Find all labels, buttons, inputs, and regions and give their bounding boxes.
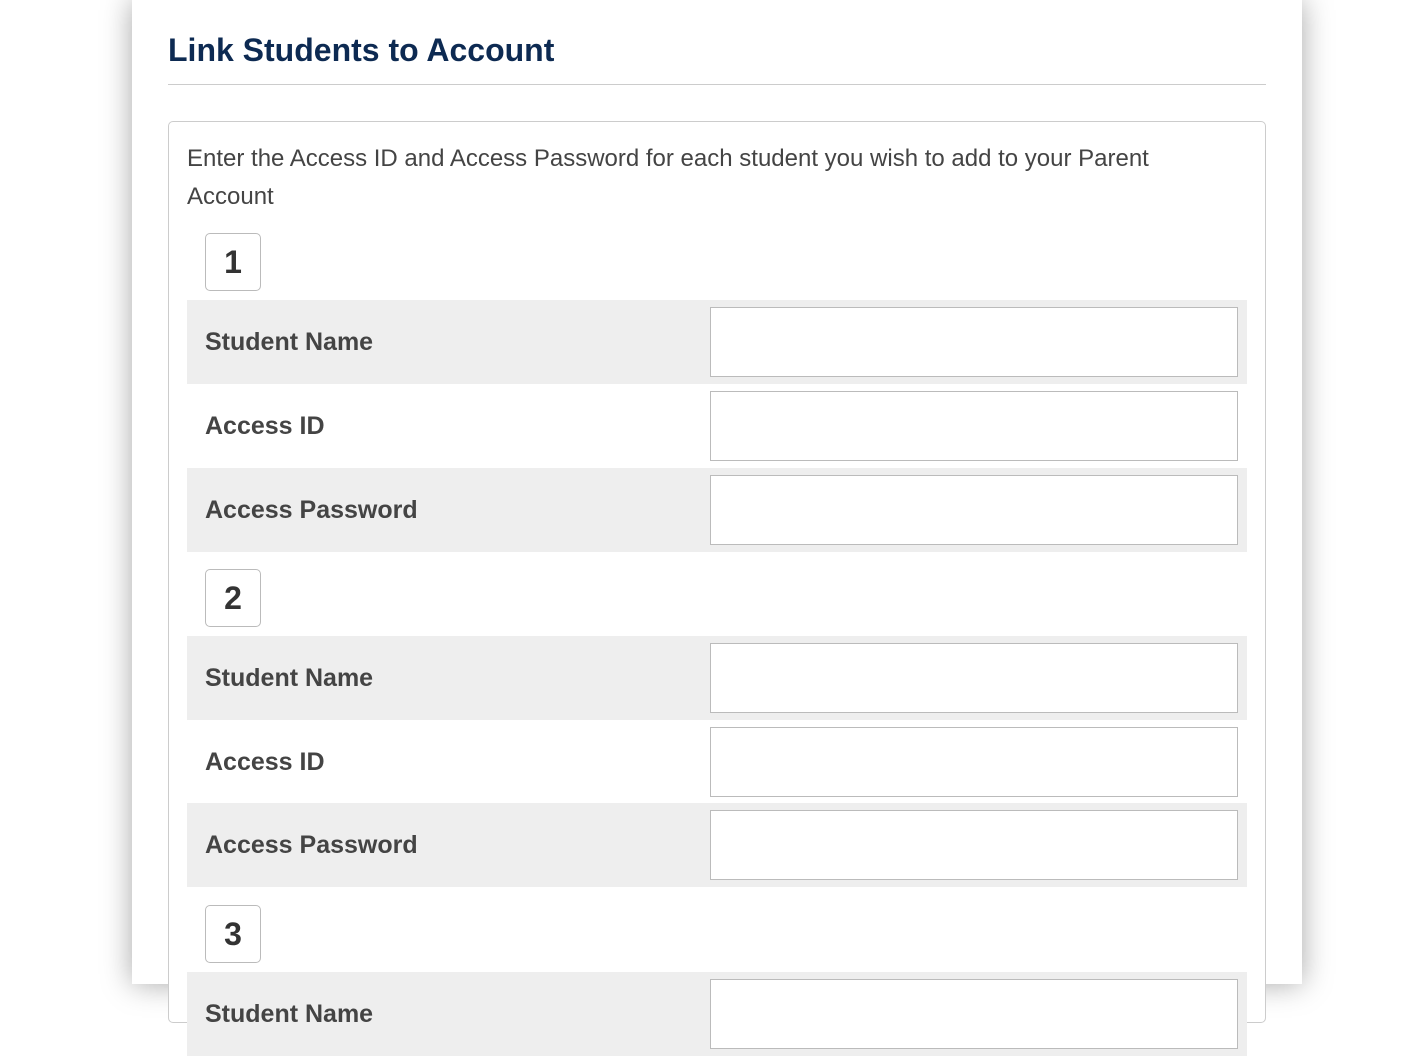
page-card	[132, 0, 1302, 1028]
student-number-badge: 1	[205, 233, 261, 291]
student-name-input[interactable]	[710, 307, 1238, 377]
student-name-label: Student Name	[205, 1000, 374, 1028]
student-name-row	[187, 972, 1247, 1056]
student-name-label: Student Name	[205, 664, 374, 692]
link-students-form	[168, 121, 1266, 1028]
access-password-label: Access Password	[205, 831, 418, 859]
student-name-label: Student Name	[205, 328, 374, 356]
access-id-input[interactable]	[710, 391, 1238, 461]
access-id-label: Access ID	[205, 748, 325, 776]
student-number-badge: 3	[205, 905, 261, 963]
access-password-row	[187, 468, 1247, 552]
student-name-input[interactable]	[710, 643, 1238, 713]
access-id-row	[187, 384, 1247, 468]
student-name-row	[187, 300, 1247, 384]
student-name-row	[187, 636, 1247, 720]
access-id-row	[187, 720, 1247, 804]
access-password-row	[187, 803, 1247, 887]
access-password-input[interactable]	[710, 810, 1238, 880]
access-password-label: Access Password	[205, 496, 418, 524]
student-name-input[interactable]	[710, 979, 1238, 1049]
access-id-label: Access ID	[205, 412, 325, 440]
student-number-badge: 2	[205, 569, 261, 627]
access-id-input[interactable]	[710, 727, 1238, 797]
access-password-input[interactable]	[710, 475, 1238, 545]
title-divider	[168, 84, 1266, 85]
page-title: Link Students to Account	[168, 32, 555, 68]
instructions-text: Enter the Access ID and Access Password for each student you wish to add to your Parent Account	[187, 145, 1149, 210]
